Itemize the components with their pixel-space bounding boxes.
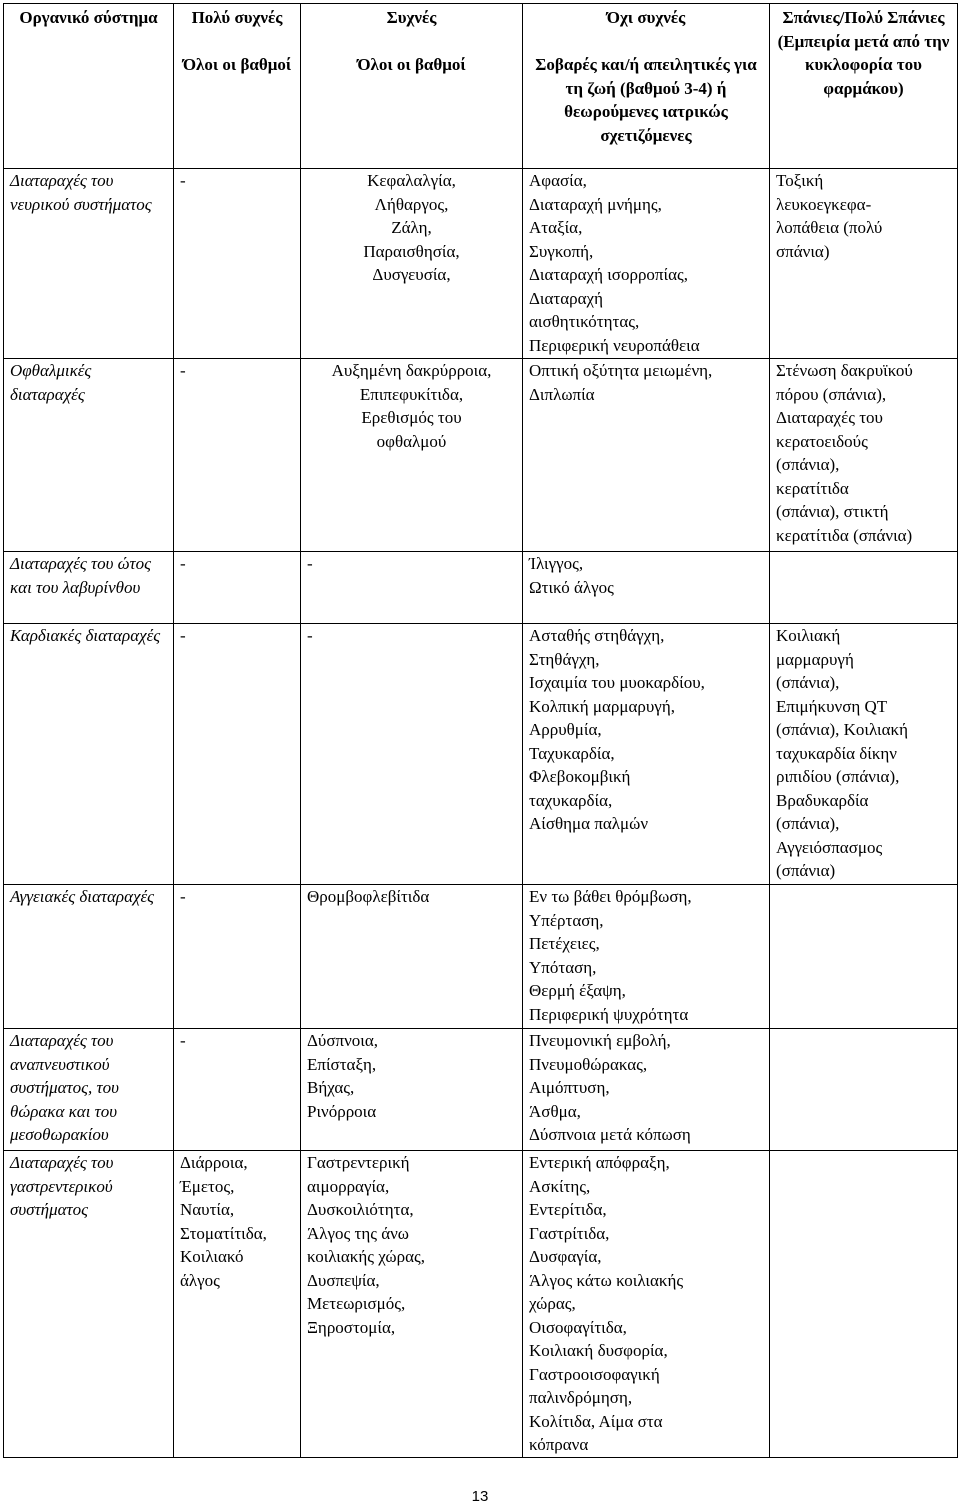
header-rare: Σπάνιες/Πολύ Σπάνιες (Εμπειρία μετά από την κυκλοφορία του φαρμάκου) <box>770 4 958 169</box>
common-cell: Αυξημένη δακρύρροια, Επιπεφυκίτιδα, Ερεθισμός του οφθαλμού <box>301 359 523 552</box>
adverse-reactions-table <box>3 3 958 1458</box>
common-cell: Κεφαλαλγία, Λήθαργος, Ζάλη, Παραισθησία, Δυσγευσία, <box>301 169 523 359</box>
table-row <box>4 624 958 885</box>
rare-cell: Στένωση δακρυϊκού πόρου (σπάνια), Διαταραχές του κερατοειδούς (σπάνια), κερατίτιδα (σπάνια), στικτή κερατίτιδα (σπάνια) <box>770 359 958 552</box>
common-cell: Θρομβοφλεβίτιδα <box>301 885 523 1029</box>
rare-cell <box>770 885 958 1029</box>
system-eye: Οφθαλμικές διαταραχές <box>4 359 174 552</box>
uncommon-cell: Ασταθής στηθάγχη, Στηθάγχη, Ισχαιμία του μυοκαρδίου, Κολπική μαρμαρυγή, Αρρυθμία, Ταχυκαρδία, Φλεβοκομβική ταχυκαρδία, Αίσθημα παλμών <box>523 624 770 885</box>
header-organ-system: Οργανικό σύστημα <box>4 4 174 169</box>
uncommon-cell: Οπτική οξύτητα μειωμένη, Διπλωπία <box>523 359 770 552</box>
table-row <box>4 552 958 624</box>
very-common-cell: - <box>174 552 301 624</box>
header-common-grade: Όλοι οι βαθμοί <box>357 55 466 74</box>
common-cell: - <box>301 552 523 624</box>
system-nervous: Διαταραχές του νευρικού συστήματος <box>4 169 174 359</box>
system-gastrointestinal: Διαταραχές του γαστρεντερικού συστήματος <box>4 1151 174 1458</box>
table-header-row <box>4 4 958 169</box>
common-cell: Δύσπνοια, Επίσταξη, Βήχας, Ρινόρροια <box>301 1029 523 1151</box>
table-row <box>4 885 958 1029</box>
uncommon-cell: Ίλιγγος, Ωτικό άλγος <box>523 552 770 624</box>
common-cell: Γαστρεντερική αιμορραγία, Δυσκοιλιότητα, Άλγος της άνω κοιλιακής χώρας, Δυσπεψία, Μετεωρισμός, Ξηροστομία, <box>301 1151 523 1458</box>
header-common-freq: Συχνές <box>386 8 437 27</box>
common-cell: - <box>301 624 523 885</box>
system-cardiac: Καρδιακές διαταραχές <box>4 624 174 885</box>
table-row <box>4 169 958 359</box>
table-row <box>4 1151 958 1458</box>
system-vascular: Αγγειακές διαταραχές <box>4 885 174 1029</box>
header-very-common-grade: Όλοι οι βαθμοί <box>182 55 292 74</box>
very-common-cell: - <box>174 885 301 1029</box>
header-uncommon-grade: Σοβαρές και/ή απειλητικές για τη ζωή (βαθμού 3-4) ή θεωρούμενες ιατρικώς σχετιζόμενες <box>535 55 757 145</box>
very-common-cell: - <box>174 1029 301 1151</box>
header-very-common <box>174 4 301 169</box>
uncommon-cell: Πνευμονική εμβολή, Πνευμοθώρακας, Αιμόπτυση, Άσθμα, Δύσπνοια μετά κόπωση <box>523 1029 770 1151</box>
very-common-cell: - <box>174 624 301 885</box>
table-row <box>4 1029 958 1151</box>
header-uncommon <box>523 4 770 169</box>
rare-cell: Τοξική λευκοεγκεφα- λοπάθεια (πολύ σπάνια) <box>770 169 958 359</box>
uncommon-cell: Εν τω βάθει θρόμβωση, Υπέρταση, Πετέχειες, Υπόταση, Θερμή έξαψη, Περιφερική ψυχρότητα <box>523 885 770 1029</box>
header-uncommon-freq: Όχι συχνές <box>606 8 686 27</box>
system-respiratory: Διαταραχές του αναπνευστικού συστήματος, του θώρακα και του μεσοθωρακίου <box>4 1029 174 1151</box>
page-number: 13 <box>471 1488 489 1505</box>
rare-cell <box>770 1151 958 1458</box>
very-common-cell: Διάρροια, Έμετος, Ναυτία, Στοματίτιδα, Κοιλιακό άλγος <box>174 1151 301 1458</box>
very-common-cell: - <box>174 169 301 359</box>
system-ear: Διαταραχές του ώτος και του λαβυρίνθου <box>4 552 174 624</box>
rare-cell <box>770 552 958 624</box>
rare-cell <box>770 1029 958 1151</box>
very-common-cell: - <box>174 359 301 552</box>
header-very-common-freq: Πολύ συχνές <box>191 8 283 27</box>
header-common <box>301 4 523 169</box>
table-row <box>4 359 958 552</box>
uncommon-cell: Αφασία, Διαταραχή μνήμης, Αταξία, Συγκοπή, Διαταραχή ισορροπίας, Διαταραχή αισθητικότητας, Περιφερική νευροπάθεια <box>523 169 770 359</box>
rare-cell: Κοιλιακή μαρμαρυγή (σπάνια), Επιμήκυνση QT (σπάνια), Κοιλιακή ταχυκαρδία δίκην ριπιδίου (σπάνια), Βραδυκαρδία (σπάνια), Αγγειόσπασμος (σπάνια) <box>770 624 958 885</box>
uncommon-cell: Εντερική απόφραξη, Ασκίτης, Εντερίτιδα, Γαστρίτιδα, Δυσφαγία, Άλγος κάτω κοιλιακής χώρας, Οισοφαγίτιδα, Κοιλιακή δυσφορία, Γαστροοισοφαγική παλινδρόμηση, Κολίτιδα, Αίμα στα κόπρανα <box>523 1151 770 1458</box>
